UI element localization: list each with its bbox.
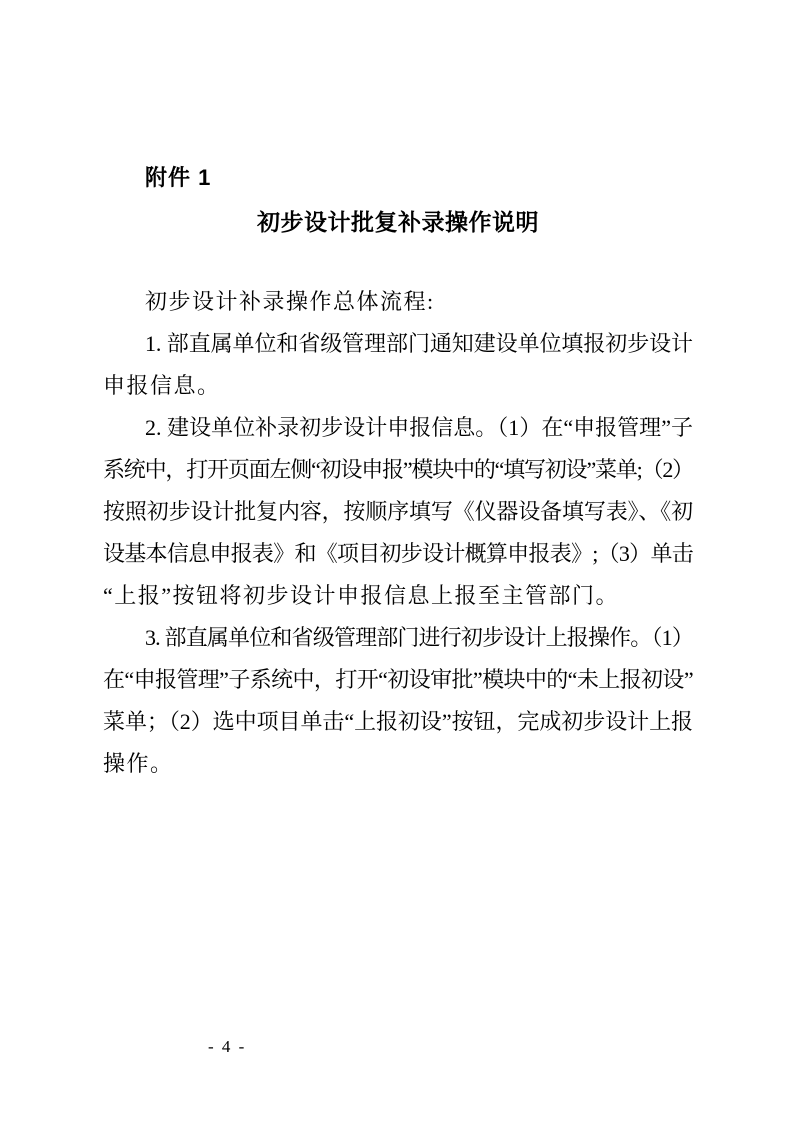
text-line: 2. 建设单位补录初步设计申报信息。（1）在“申报管理”子 [145, 415, 693, 440]
text-line: 在“申报管理”子系统中，打开“初设审批”模块中的“未上报初设” [103, 667, 693, 692]
attachment-label: 附件 1 [145, 165, 212, 190]
text-line: 设基本信息申报表》和《项目初步设计概算申报表》;（3）单击 [103, 541, 693, 566]
paragraph [103, 323, 693, 407]
text-line: 按照初步设计批复内容，按顺序填写《仪器设备填写表》、《初 [103, 499, 693, 524]
document-title: 初步设计批复补录操作说明 [257, 209, 539, 235]
paragraph [103, 281, 693, 323]
text-line: “上报”按钮将初步设计申报信息上报至主管部门。 [103, 583, 620, 608]
paragraph [103, 617, 693, 785]
text-line: 1. 部直属单位和省级管理部门通知建设单位填报初步设计 [145, 331, 693, 356]
text-line: 初步设计补录操作总体流程: [145, 289, 435, 314]
document-body [103, 281, 693, 785]
paragraph [103, 407, 693, 617]
text-line: 申报信息。 [103, 373, 221, 398]
text-line: 操作。 [103, 751, 174, 776]
text-line: 系统中，打开页面左侧“初设申报”模块中的“填写初设”菜单;（2） [103, 457, 693, 482]
text-line: 3. 部直属单位和省级管理部门进行初步设计上报操作。（1） [145, 625, 693, 650]
text-line: 菜单；（2）选中项目单击“上报初设”按钮，完成初步设计上报 [103, 709, 693, 734]
page-number: - 4 - [208, 1037, 247, 1056]
